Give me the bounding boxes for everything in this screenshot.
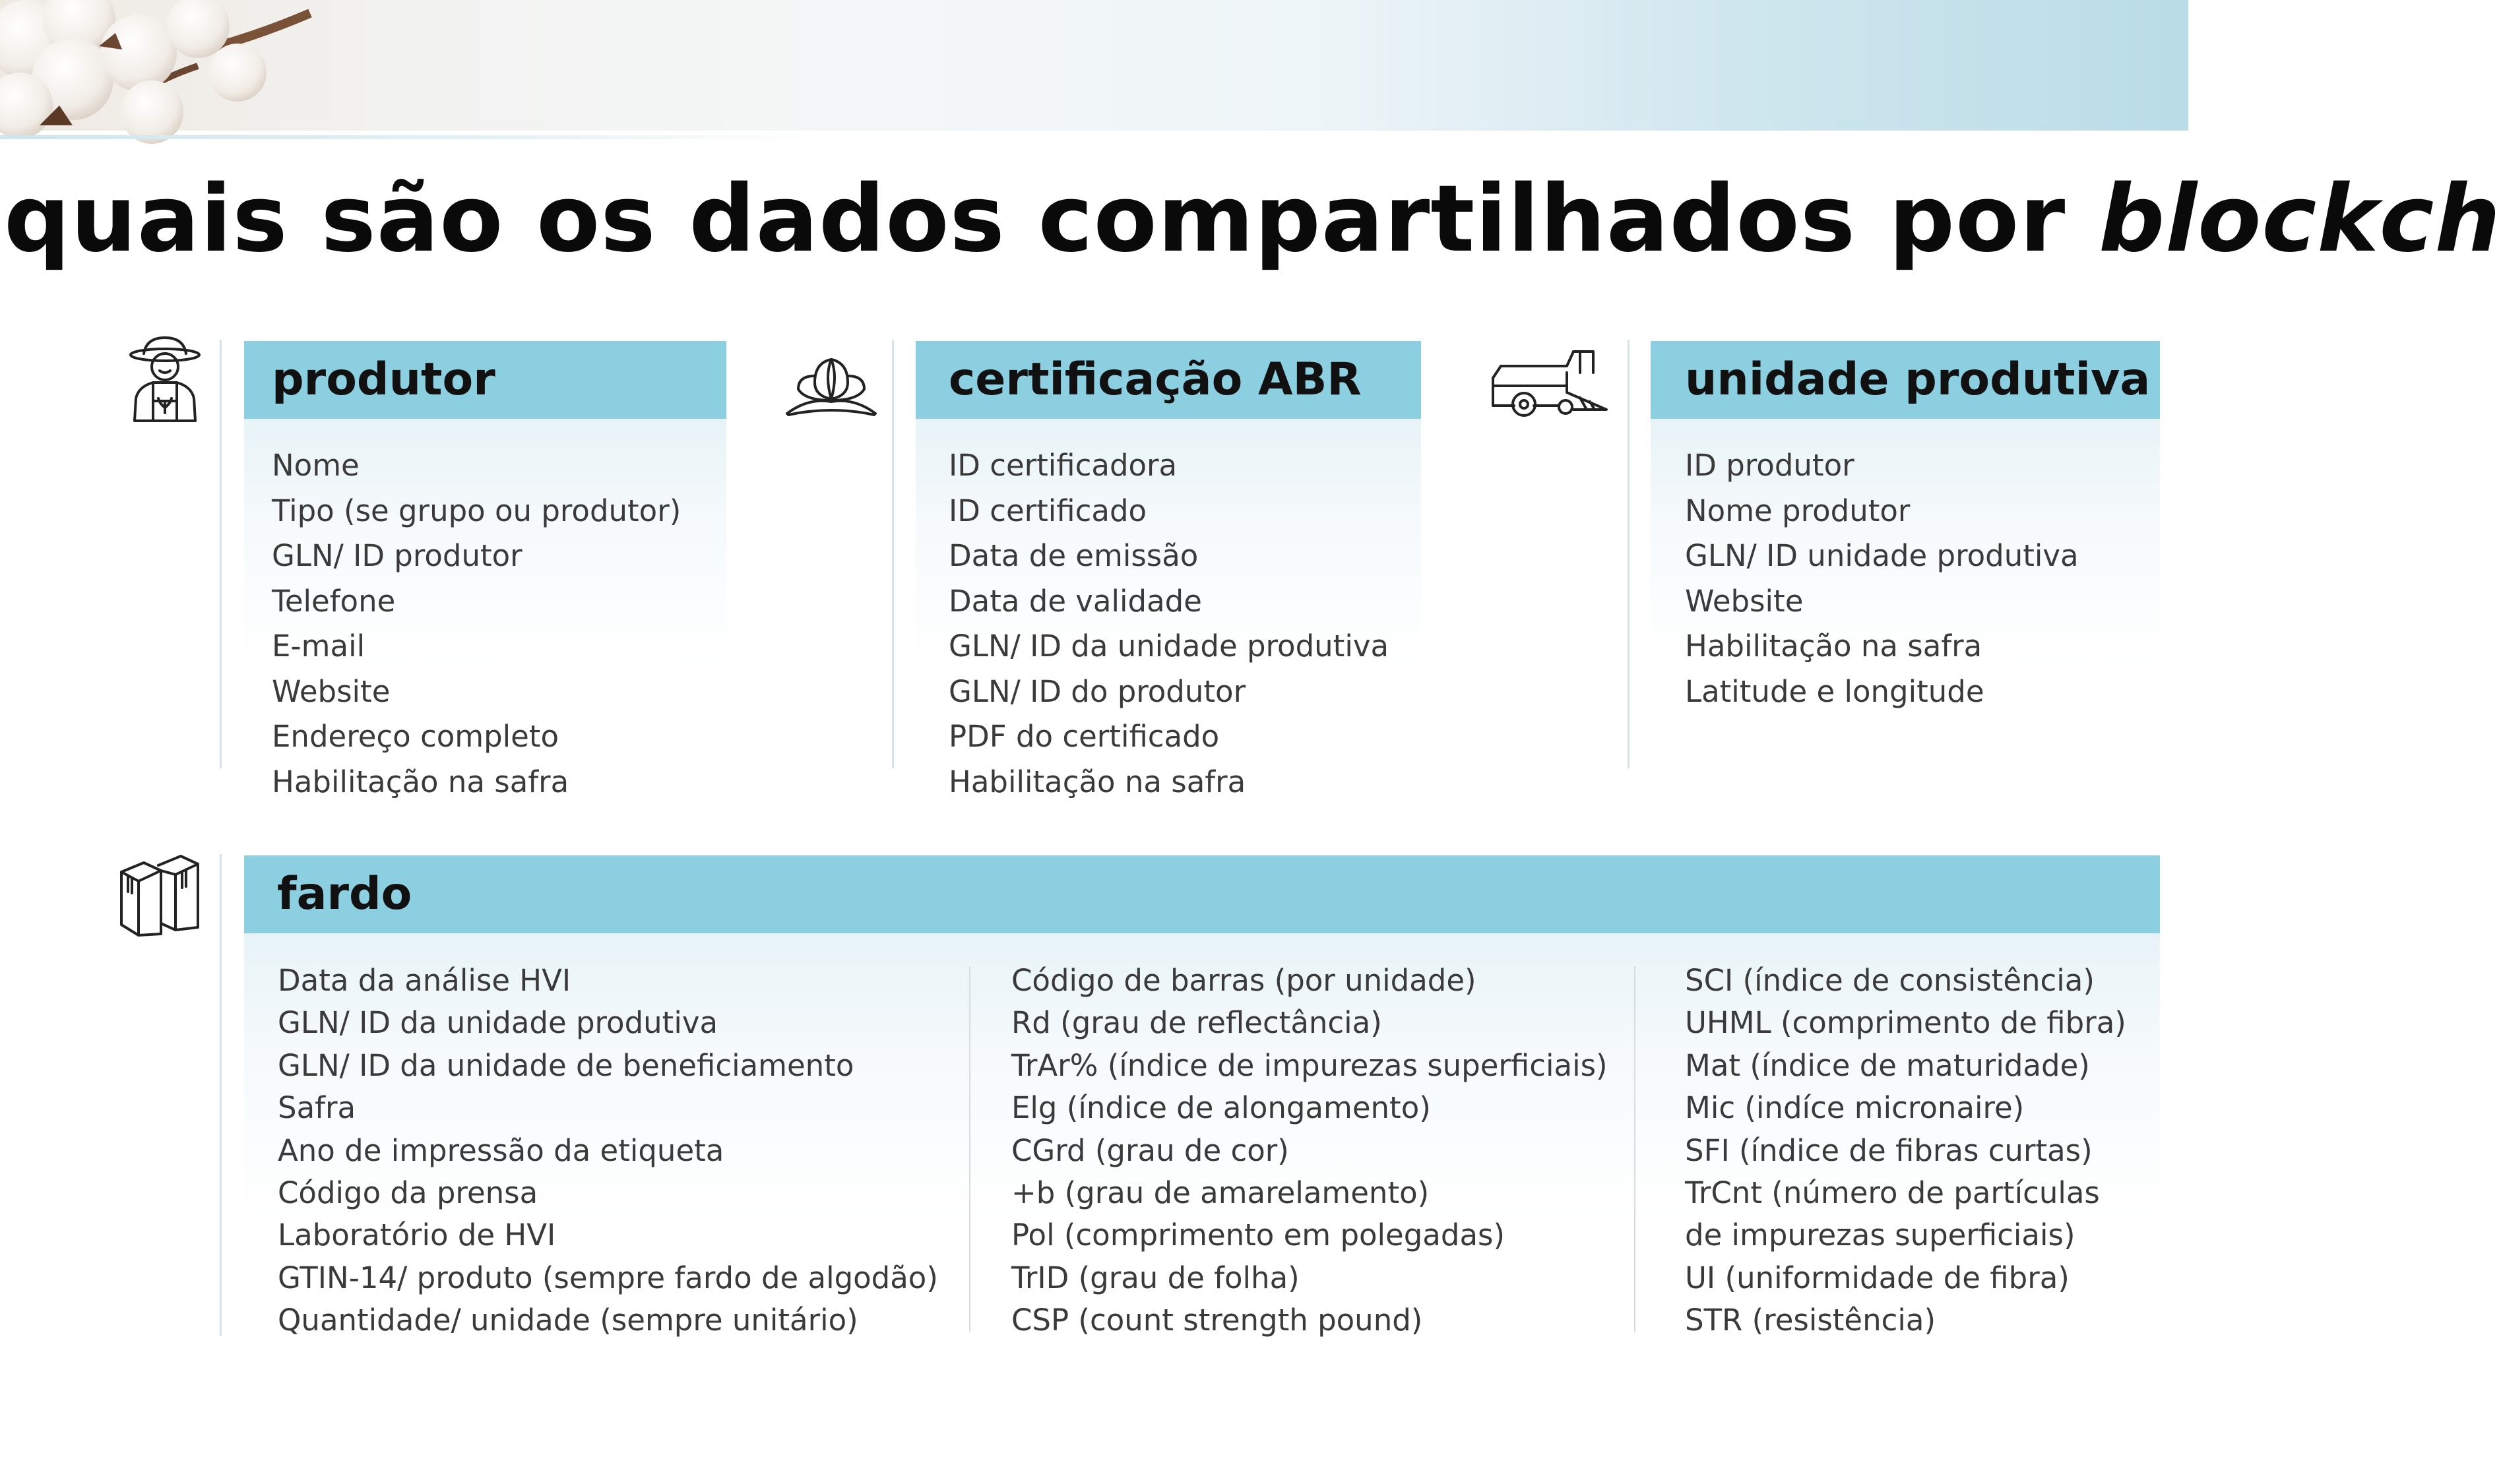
list-item: GLN/ ID unidade produtiva [1685,538,2079,573]
list-item: Latitude e longitude [1685,673,1984,709]
unidade-divider [1628,340,1630,768]
list-item: Data de emissão [949,538,1199,573]
list-item: Habilitação na safra [1685,629,1982,664]
list-item: GLN/ ID produtor [272,538,522,573]
list-item: SCI (índice de consistência) [1685,963,2095,998]
list-item: Laboratório de HVI [278,1218,556,1253]
list-item: Mic (indíce micronaire) [1685,1090,2025,1126]
cotton-photo [0,0,343,131]
unidade-list [1685,443,2079,714]
list-item: Quantidade/ unidade (sempre unitário) [278,1303,858,1338]
title-text: quais são os dados compartilhados por [4,166,2099,273]
list-item: Rd (grau de reflectância) [1011,1005,1382,1041]
list-item: Website [1685,583,1804,619]
produtor-header: produtor [244,341,726,419]
list-item: E-mail [272,629,365,664]
produtor-divider [220,340,222,768]
unidade-header: unidade produtiva [1651,341,2160,419]
certificacao-divider [892,340,894,768]
list-item: Mat (índice de maturidade) [1685,1047,2090,1083]
list-item: de impurezas superficiais) [1685,1218,2075,1253]
farmer-icon [125,335,205,424]
list-item: ID certificadora [949,448,1178,483]
list-item: ID certificado [949,493,1147,528]
list-item: Data de validade [949,583,1202,619]
list-item: GLN/ ID da unidade produtiva [949,629,1389,664]
header-banner [0,0,2188,131]
list-item: GLN/ ID da unidade de beneficiamento [278,1047,854,1083]
fardo-list-col1 [278,960,938,1342]
list-item: Telefone [272,583,396,619]
fardo-col-divider-2 [1634,966,1635,1332]
list-item: CGrd (grau de cor) [1011,1132,1289,1168]
list-item: Safra [278,1090,356,1126]
list-item: GLN/ ID da unidade produtiva [278,1005,718,1041]
list-item: SFI (índice de fibras curtas) [1685,1132,2093,1168]
list-item: ID produtor [1685,448,1854,483]
list-item: Tipo (se grupo ou produtor) [272,493,681,528]
certificacao-header: certificação ABR [916,341,1421,419]
list-item: +b (grau de amarelamento) [1011,1175,1430,1210]
list-item: UHML (comprimento de fibra) [1685,1005,2126,1041]
cotton-flower-icon [782,346,881,419]
list-item: Código da prensa [278,1175,538,1210]
list-item: UI (uniformidade de fibra) [1685,1260,2070,1295]
list-item: TrAr% (índice de impurezas superficiais) [1011,1047,1608,1083]
list-item: Pol (comprimento em polegadas) [1011,1218,1505,1253]
list-item: Website [272,673,391,709]
list-item: PDF do certificado [949,719,1220,754]
produtor-list [272,443,681,805]
banner-divider [0,135,825,139]
fardo-list-col2 [1011,960,1608,1342]
list-item: GLN/ ID do produtor [949,673,1246,709]
list-item: Elg (índice de alongamento) [1011,1090,1431,1126]
fardo-divider [220,854,222,1336]
harvester-icon [1488,346,1610,419]
list-item: TrID (grau de folha) [1011,1260,1300,1295]
fardo-col-divider-1 [969,966,970,1332]
list-item: Data da análise HVI [278,963,571,998]
list-item: Ano de impressão da etiqueta [278,1132,724,1168]
list-item: Endereço completo [272,719,559,754]
list-item: Habilitação na safra [272,764,569,799]
list-item: Nome produtor [1685,493,1911,528]
title-emphasis: blockch [2099,166,2501,273]
list-item: Habilitação na safra [949,764,1246,799]
certificacao-list [949,443,1389,805]
page-title [4,164,2501,276]
list-item: Código de barras (por unidade) [1011,963,1476,998]
list-item: CSP (count strength pound) [1011,1303,1423,1338]
fardo-list-col3 [1685,960,2126,1342]
list-item: Nome [272,448,360,483]
fardo-header: fardo [244,855,2160,933]
list-item: TrCnt (número de partículas [1685,1175,2100,1210]
list-item: STR (resistência) [1685,1303,1936,1338]
bale-boxes-icon [117,852,202,938]
list-item: GTIN-14/ produto (sempre fardo de algodão) [278,1260,938,1295]
